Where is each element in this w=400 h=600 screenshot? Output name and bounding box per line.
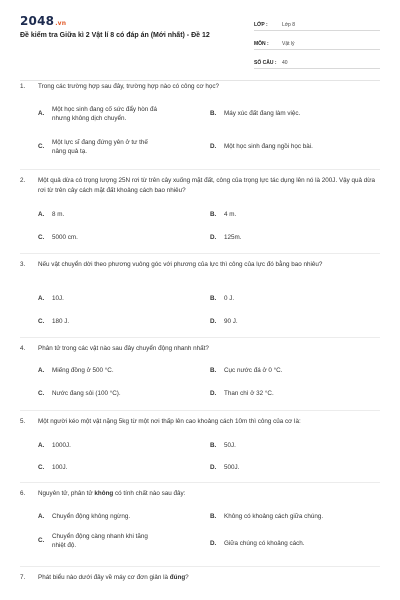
option-a[interactable] <box>38 512 162 521</box>
question-stem <box>20 489 378 499</box>
question-number: 5. <box>20 418 26 425</box>
question-number: 6. <box>20 490 26 497</box>
option-d[interactable] <box>210 539 384 548</box>
meta-value: Vật lý <box>282 41 295 47</box>
option-letter: A. <box>38 442 45 449</box>
option-b[interactable] <box>210 441 334 450</box>
option-d[interactable] <box>210 463 334 472</box>
option-letter: B. <box>210 295 217 302</box>
meta-label: SỐ CÂU : <box>254 60 277 66</box>
question-stem <box>20 260 378 270</box>
meta-value: Lớp 8 <box>282 22 296 28</box>
option-text: Chuyển động không ngừng. <box>52 513 131 520</box>
question-text-part: Phát biểu nào dưới đây về máy cơ đơn giản là <box>38 574 170 581</box>
option-c[interactable] <box>38 532 162 550</box>
divider <box>20 337 380 338</box>
option-a[interactable] <box>38 210 162 219</box>
option-letter: C. <box>38 234 45 241</box>
option-letter: B. <box>210 367 217 374</box>
question-number: 2. <box>20 177 26 184</box>
option-letter: D. <box>210 143 217 150</box>
option-text: 10J. <box>52 295 64 302</box>
site-logo[interactable] <box>20 14 66 28</box>
option-text: Máy xúc đất đang làm việc. <box>224 110 301 117</box>
option-letter: B. <box>210 110 217 117</box>
option-c[interactable] <box>38 463 162 472</box>
divider <box>20 410 380 411</box>
question-text: Một người kéo một vật nặng 5kg từ một nơi thấp lên cao khoảng cách 10m thì công của cơ là: <box>38 418 301 425</box>
divider <box>20 482 380 483</box>
option-letter: D. <box>210 318 217 325</box>
question-stem <box>20 176 378 196</box>
option-letter: D. <box>210 390 217 397</box>
option-text: Giữa chúng có khoảng cách. <box>224 540 305 547</box>
option-letter: C. <box>38 143 45 150</box>
option-letter: D. <box>210 540 217 547</box>
option-text: 0 J. <box>224 295 235 302</box>
option-letter: A. <box>38 295 45 302</box>
option-letter: B. <box>210 442 217 449</box>
option-letter: B. <box>210 513 217 520</box>
option-b[interactable] <box>210 109 374 118</box>
option-letter: C. <box>38 537 45 544</box>
option-letter: A. <box>38 513 45 520</box>
option-a[interactable] <box>38 366 162 375</box>
option-text: Không có khoảng cách giữa chúng. <box>224 513 324 520</box>
option-text: Cục nước đá ở 0 °C. <box>224 367 283 374</box>
option-b[interactable] <box>210 512 384 521</box>
question-stem <box>20 573 378 583</box>
option-letter: B. <box>210 211 217 218</box>
option-text: 8 m. <box>52 211 65 218</box>
meta-row-subject <box>254 33 380 50</box>
option-letter: D. <box>210 464 217 471</box>
question-number: 1. <box>20 83 26 90</box>
meta-row-class <box>254 14 380 31</box>
option-text: Than chì ở 32 °C. <box>224 390 274 397</box>
option-text: 100J. <box>52 464 68 471</box>
question-number: 4. <box>20 345 26 352</box>
option-c[interactable] <box>38 138 162 156</box>
option-d[interactable] <box>210 142 374 151</box>
meta-row-count <box>254 52 380 69</box>
option-a[interactable] <box>38 294 162 303</box>
option-text: Một lực sĩ đang đứng yên ở tư thế nâng quả tạ. <box>52 139 148 155</box>
divider <box>20 253 380 254</box>
meta-value: 40 <box>282 60 288 66</box>
logo-suffix: .vn <box>55 20 67 27</box>
divider <box>20 80 380 81</box>
option-letter: D. <box>210 234 217 241</box>
question-text: Một quả dừa có trọng lượng 25N rơi từ trên cây xuống mặt đất, công của trọng lực tác dụng lên nó là 200J. Vậy quả dừa rơi từ trên cây cách mặt đất khoảng cách bao nhiêu? <box>38 177 376 194</box>
meta-table <box>254 14 380 71</box>
question-text-emphasis: không <box>94 490 114 497</box>
meta-label: LỚP : <box>254 22 268 28</box>
option-text: 5000 cm. <box>52 234 78 241</box>
option-text: 180 J. <box>52 318 70 325</box>
option-d[interactable] <box>210 233 334 242</box>
option-text: 500J. <box>224 464 240 471</box>
option-a[interactable] <box>38 105 162 123</box>
option-text: Nước đang sôi (100 °C). <box>52 390 121 397</box>
option-text: Một học sinh đang cố sức đẩy hòn đá nhưng không dịch chuyển. <box>52 106 158 122</box>
logo-text: 2048 <box>20 14 55 28</box>
option-text: 90 J. <box>224 318 238 325</box>
option-c[interactable] <box>38 317 162 326</box>
option-letter: C. <box>38 318 45 325</box>
question-text: Trong các trường hợp sau đây, trường hợp nào có công cơ học? <box>38 83 219 90</box>
option-letter: A. <box>38 367 45 374</box>
question-text: Phân tử trong các vật nào sau đây chuyển động nhanh nhất? <box>38 345 209 352</box>
option-text: Chuyển động càng nhanh khi tăng nhiệt độ. <box>52 533 148 549</box>
question-text-part: ? <box>185 574 189 581</box>
question-stem <box>20 344 378 354</box>
option-b[interactable] <box>210 294 334 303</box>
option-letter: C. <box>38 390 45 397</box>
question-stem <box>20 82 378 92</box>
divider <box>20 169 380 170</box>
option-text: 4 m. <box>224 211 237 218</box>
option-text: 1000J. <box>52 442 71 449</box>
option-text: 50J. <box>224 442 236 449</box>
option-d[interactable] <box>210 389 334 398</box>
divider <box>20 566 380 567</box>
question-text-part: Nguyên tử, phân tử <box>38 490 95 497</box>
question-text <box>38 489 378 499</box>
question-text <box>38 573 378 583</box>
option-b[interactable] <box>210 366 334 375</box>
option-letter: A. <box>38 211 45 218</box>
option-d[interactable] <box>210 317 334 326</box>
option-text: Một học sinh đang ngồi học bài. <box>224 143 313 150</box>
option-c[interactable] <box>38 389 162 398</box>
document-title: Đề kiểm tra Giữa kì 2 Vật lí 8 có đáp án (Mới nhất) - Đề 12 <box>20 32 210 39</box>
option-c[interactable] <box>38 233 162 242</box>
option-text: 125m. <box>224 234 242 241</box>
question-number: 3. <box>20 261 26 268</box>
option-letter: A. <box>38 110 45 117</box>
question-text-part: có tính chất nào sau đây: <box>113 490 186 497</box>
question-text-emphasis: đúng <box>169 574 186 581</box>
option-text: Miếng đồng ở 500 °C. <box>52 367 114 374</box>
option-a[interactable] <box>38 441 162 450</box>
question-stem <box>20 417 378 427</box>
question-number: 7. <box>20 574 26 581</box>
question-text: Nếu vật chuyển dời theo phương vuông góc với phương của lực thì công của lực đó bằng bao nhiêu? <box>38 261 323 268</box>
option-letter: C. <box>38 464 45 471</box>
option-b[interactable] <box>210 210 334 219</box>
meta-label: MÔN : <box>254 41 269 47</box>
document-header <box>0 0 400 82</box>
